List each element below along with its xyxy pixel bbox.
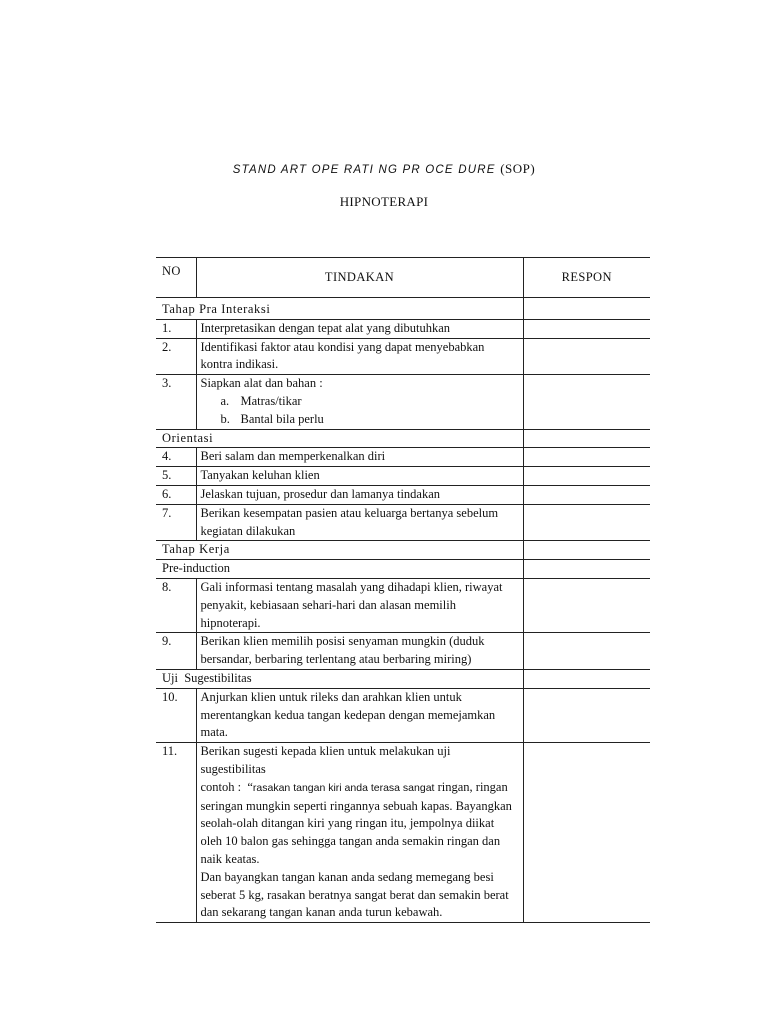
table-row — [156, 467, 650, 486]
section-row — [156, 669, 650, 688]
header-action: TINDAKAN — [196, 258, 523, 298]
header-no: NO — [156, 258, 196, 298]
response-cell — [523, 504, 650, 541]
response-cell — [523, 633, 650, 670]
response-cell — [523, 541, 650, 560]
table-row — [156, 504, 650, 541]
section-label: Orientasi — [156, 429, 523, 448]
table-row — [156, 338, 650, 375]
row-action: Berikan klien memilih posisi senyaman mungkin (duduk bersandar, berbaring terlentang atau berbaring miring) — [196, 633, 523, 670]
row-number: 5. — [156, 467, 196, 486]
sub-item — [201, 411, 519, 429]
page-title — [0, 161, 768, 177]
row-action — [196, 375, 523, 429]
row-action: Gali informasi tentang masalah yang dihadapi klien, riwayat penyakit, kebiasaan sehari-hari dan alasan memilih hipnoterapi. — [196, 578, 523, 632]
sub-item — [201, 393, 519, 411]
section-row — [156, 298, 650, 320]
response-cell — [523, 688, 650, 742]
row-action: Identifikasi faktor atau kondisi yang dapat menyebabkan kontra indikasi. — [196, 338, 523, 375]
example-prefix: contoh : “ — [200, 779, 253, 794]
example-text — [201, 779, 519, 869]
table-row — [156, 448, 650, 467]
response-cell — [523, 669, 650, 688]
section-label: Uji Sugestibilitas — [156, 669, 523, 688]
row-action: Anjurkan klien untuk rileks dan arahkan klien untuk merentangkan kedua tangan kedepan dengan memejamkan mata. — [196, 688, 523, 742]
table-row — [156, 633, 650, 670]
sop-table — [156, 257, 650, 923]
response-cell — [523, 578, 650, 632]
sub-item-text: Matras/tikar — [240, 393, 302, 408]
row-action: Berikan kesempatan pasien atau keluarga bertanya sebelum kegiatan dilakukan — [196, 504, 523, 541]
response-cell — [523, 429, 650, 448]
response-cell — [523, 560, 650, 579]
example-rest-text: ringan, ringan seringan mungkin seperti ringannya sebuah kapas. Bayangkan seolah-olah ditangan kiri yang ringan itu, jempolnya diikat oleh 10 balon gas sehingga tangan anda semakin ringan dan naik keatas. — [200, 779, 512, 866]
row-number: 9. — [156, 633, 196, 670]
row-number: 1. — [156, 319, 196, 338]
row-action — [196, 743, 523, 923]
row-action: Beri salam dan memperkenalkan diri — [196, 448, 523, 467]
table-row — [156, 319, 650, 338]
table-row — [156, 375, 650, 429]
example-continuation: Dan bayangkan tangan kanan anda sedang memegang besi seberat 5 kg, rasakan beratnya sangat berat dan semakin berat dan sekarang tangan kanan anda turun kebawah. — [200, 869, 509, 920]
table-row — [156, 578, 650, 632]
row-number: 11. — [156, 743, 196, 923]
table-row — [156, 743, 650, 923]
row-number: 7. — [156, 504, 196, 541]
title-italic: STAND ART OPE RATI NG PR OCE DURE — [232, 164, 496, 176]
response-cell — [523, 319, 650, 338]
row-number: 8. — [156, 578, 196, 632]
row-action: Jelaskan tujuan, prosedur dan lamanya tindakan — [196, 485, 523, 504]
response-cell — [523, 338, 650, 375]
title-suffix: (SOP) — [500, 161, 536, 176]
row-number: 3. — [156, 375, 196, 429]
row-action: Interpretasikan dengan tepat alat yang dibutuhkan — [196, 319, 523, 338]
table-header-row — [156, 258, 650, 298]
response-cell — [523, 298, 650, 320]
table-row — [156, 688, 650, 742]
row-action-text: Siapkan alat dan bahan : — [200, 376, 323, 391]
example-small-text: rasakan tangan kiri anda terasa sangat — [252, 781, 435, 794]
section-label: Pre-induction — [156, 560, 523, 579]
row-number: 2. — [156, 338, 196, 375]
sub-item-marker: b. — [220, 411, 230, 426]
sub-item-text: Bantal bila perlu — [240, 411, 324, 426]
row-number: 4. — [156, 448, 196, 467]
response-cell — [523, 448, 650, 467]
section-label: Tahap Pra Interaksi — [156, 298, 523, 320]
row-number: 6. — [156, 485, 196, 504]
section-row — [156, 429, 650, 448]
response-cell — [523, 743, 650, 923]
table-row — [156, 485, 650, 504]
response-cell — [523, 375, 650, 429]
header-response: RESPON — [523, 258, 650, 298]
row-number: 10. — [156, 688, 196, 742]
section-row — [156, 541, 650, 560]
row-action-text: Berikan sugesti kepada klien untuk melakukan uji sugestibilitas — [200, 744, 451, 776]
section-label: Tahap Kerja — [156, 541, 523, 560]
response-cell — [523, 467, 650, 486]
sub-item-marker: a. — [220, 393, 230, 408]
response-cell — [523, 485, 650, 504]
page-subtitle: HIPNOTERAPI — [339, 194, 429, 209]
section-row — [156, 560, 650, 579]
row-action: Tanyakan keluhan klien — [196, 467, 523, 486]
